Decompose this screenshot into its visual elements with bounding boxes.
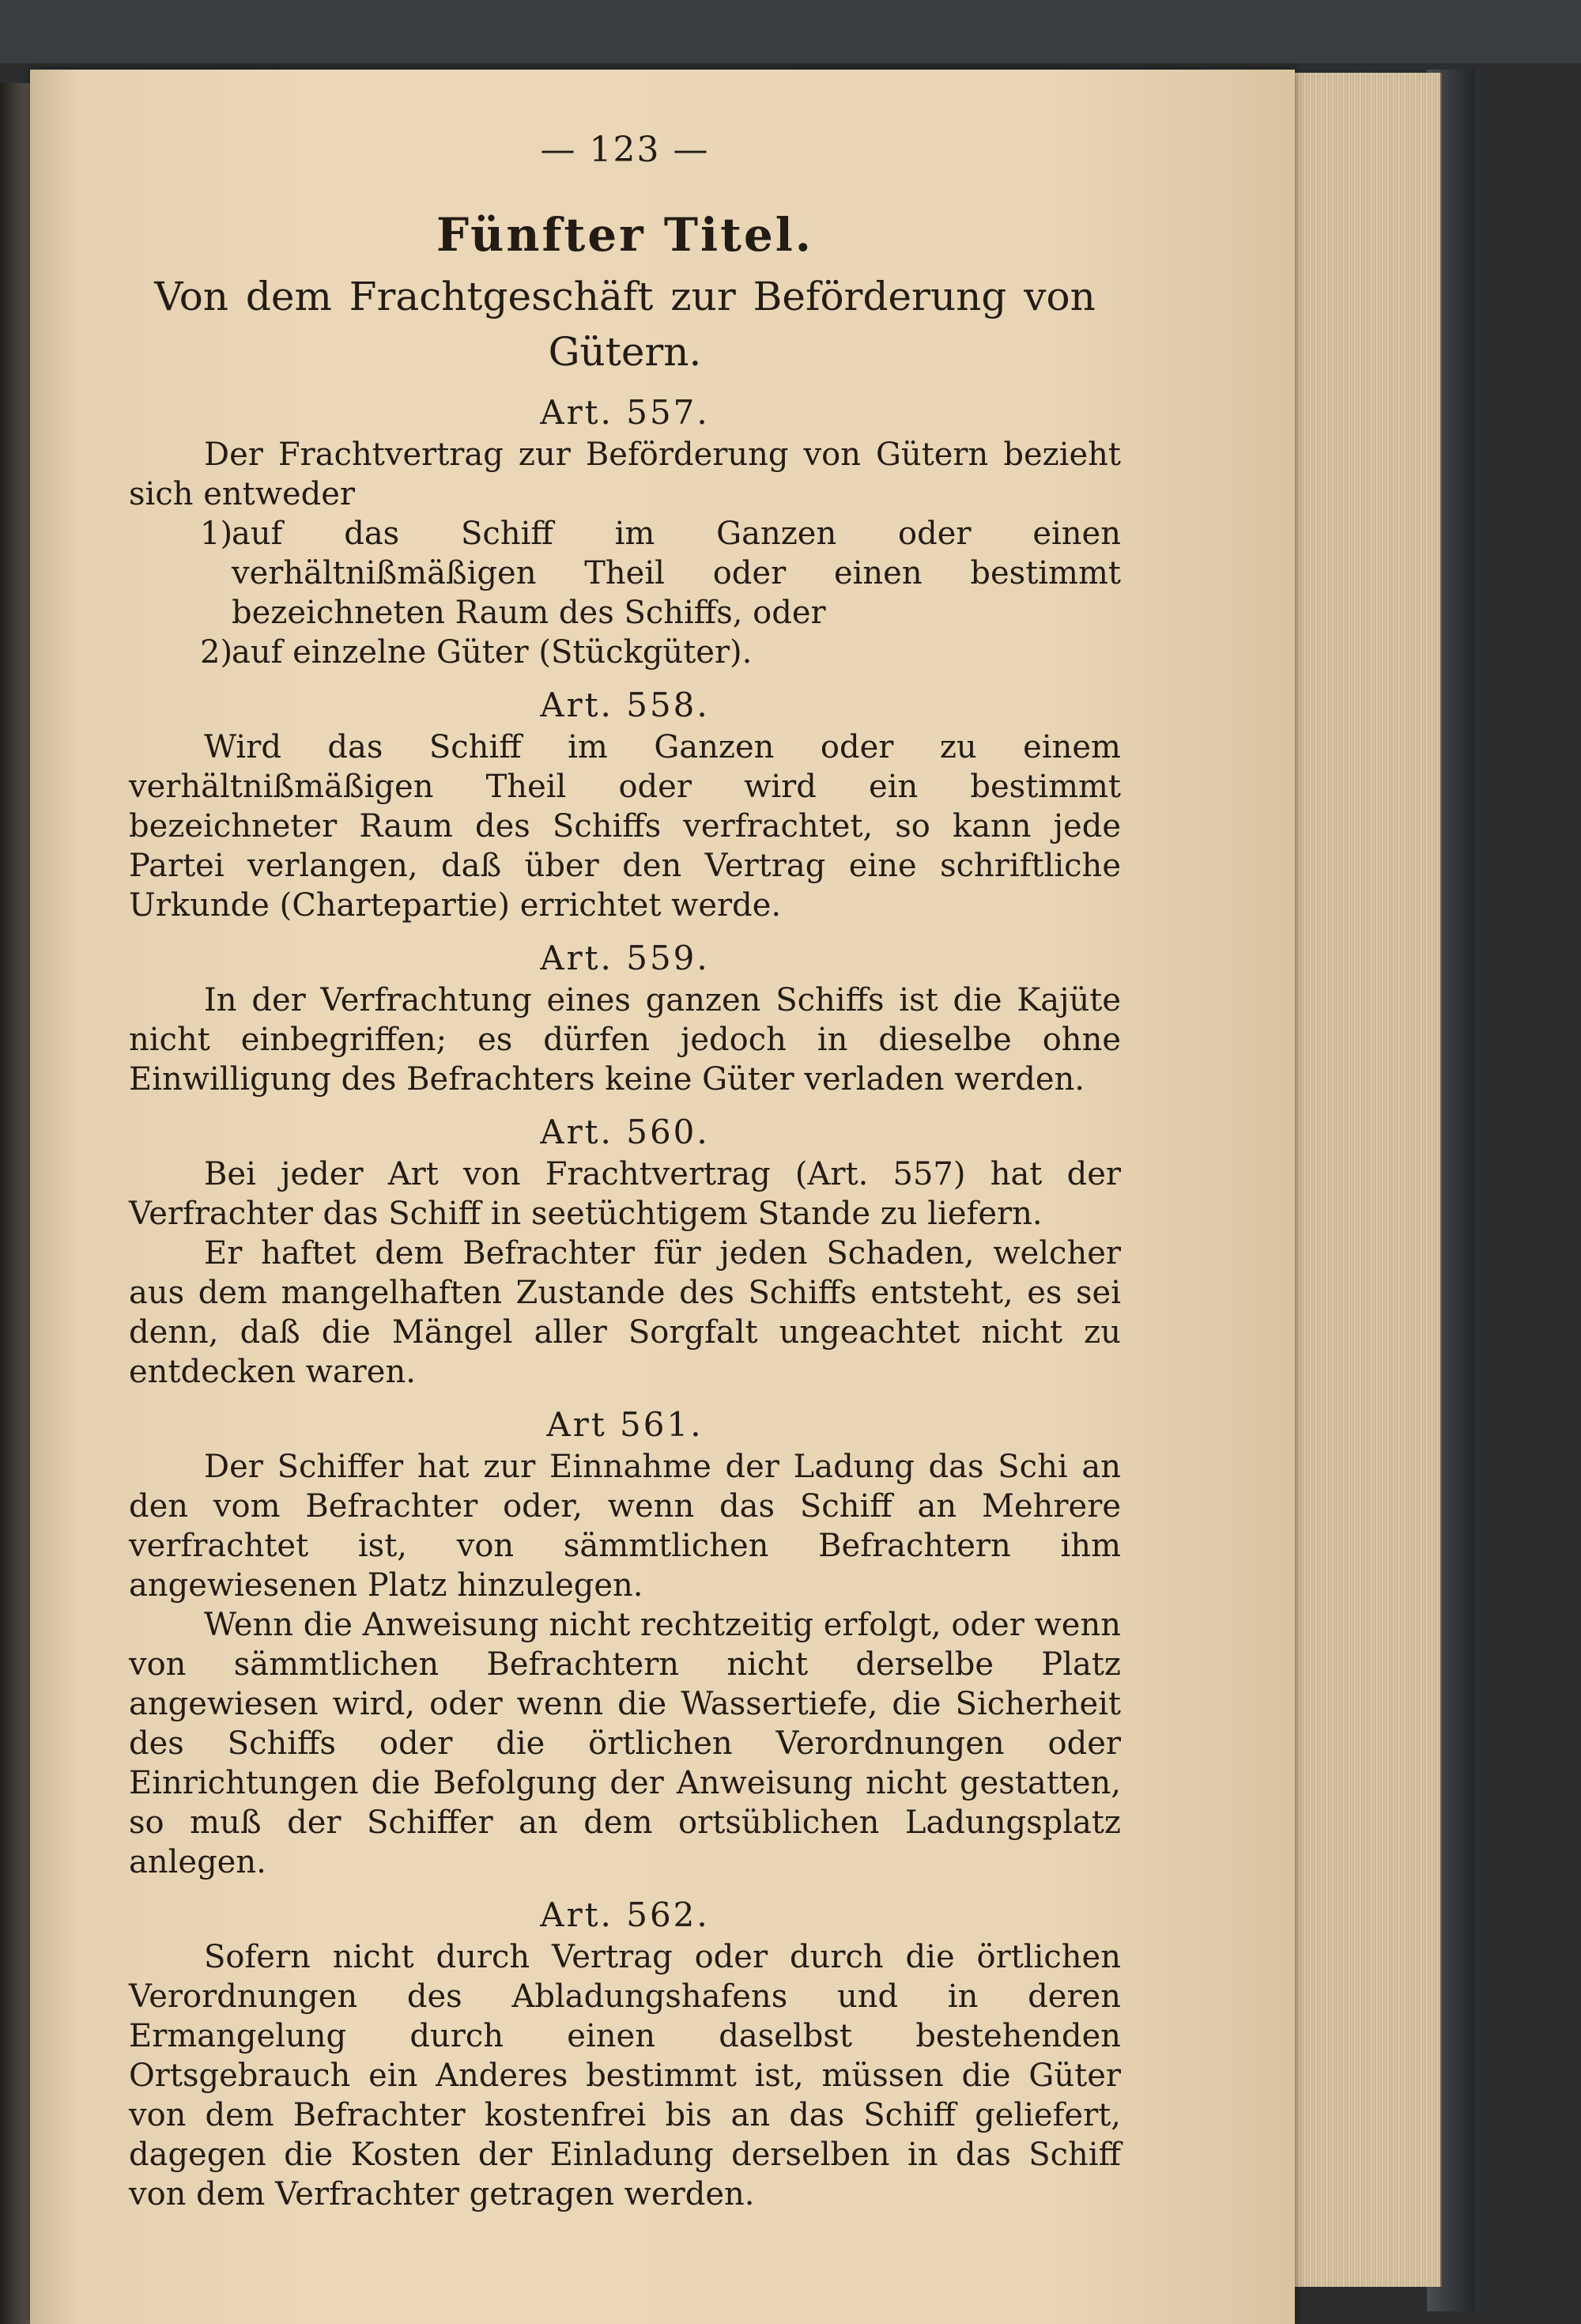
chapter-subtitle: Von dem Frachtgeschäft zur Beförderung von Gütern. <box>154 274 1096 375</box>
article-559-text: In der Verfrachtung eines ganzen Schiffs ist die Kajüte nicht einbegriffen; es dürfen jedoch in dieselbe ohne Einwilligung des Befrachters keine Güter verladen werden. <box>129 982 1121 1098</box>
article-heading-562: Art. 562. <box>540 1895 710 1934</box>
article-heading-559: Art. 559. <box>540 939 710 977</box>
article-heading-560: Art. 560. <box>540 1113 710 1151</box>
page-number: — 123 — <box>540 130 710 170</box>
article-heading-558: Art. 558. <box>540 686 710 724</box>
list-text: auf das Schiff im Ganzen oder einen verhältnißmäßigen Theil oder einen bestimmt bezeichneten Raum des Schiffs, oder <box>232 516 1121 631</box>
page-edges <box>1290 73 1442 2287</box>
article-561-paragraph-2: Wenn die Anweisung nicht rechtzeitig erfolgt, oder wenn von sämmtlichen Befrachtern nicht derselbe Platz angewiesen wird, oder wenn die Wassertiefe, die Sicherheit des Schiffs oder die örtlichen Verordnungen oder Einrichtungen die Befolgung der Anweisung nicht gestatten, so muß der Schiffer an dem ortsüblichen Ladungsplatz anlegen. <box>129 1607 1121 1880</box>
article-560-paragraph-2: Er haftet dem Befrachter für jeden Schaden, welcher aus dem mangelhaften Zustande des Schiffs entsteht, es sei denn, daß die Mängel aller Sorgfalt ungeachtet nicht zu entdecken waren. <box>129 1235 1121 1390</box>
article-heading-557: Art. 557. <box>540 393 710 432</box>
article-557-intro: Der Frachtvertrag zur Beförderung von Gütern bezieht sich entweder <box>129 436 1121 512</box>
list-text: auf einzelne Güter (Stückgüter). <box>232 634 753 671</box>
list-number: 1) <box>200 516 233 552</box>
article-560-paragraph-1: Bei jeder Art von Frachtvertrag (Art. 557) hat der Verfrachter das Schiff in seetüchtigem Stande zu liefern. <box>129 1156 1121 1232</box>
article-heading-561: Art 561. <box>546 1405 704 1444</box>
list-number: 2) <box>200 634 233 671</box>
article-558-text: Wird das Schiff im Ganzen oder zu einem verhältnißmäßigen Theil oder wird ein bestimmt bezeichneter Raum des Schiffs verfrachtet, so kann jede Partei verlangen, daß über den Vertrag eine schriftliche Urkunde (Chartepartie) errichtet werde. <box>129 729 1121 924</box>
chapter-title: Fünfter Titel. <box>436 208 813 262</box>
article-557-item-1 <box>129 514 1121 633</box>
page-content <box>129 127 1121 2214</box>
article-561-paragraph-1: Der Schiffer hat zur Einnahme der Ladung das Schi an den vom Befrachter oder, wenn das Schiff an Mehrere verfrachtet ist, von sämmtlichen Befrachtern ihm angewiesenen Platz hinzulegen. <box>129 1449 1121 1604</box>
article-562-text: Sofern nicht durch Vertrag oder durch die örtlichen Verordnungen des Abladungshafens und in deren Ermangelung durch einen daselbst bestehenden Ortsgebrauch ein Anderes bestimmt ist, müssen die Güter von dem Befrachter kostenfrei bis an das Schiff geliefert, dagegen die Kosten der Einladung derselben in das Schiff von dem Verfrachter getragen werden. <box>129 1939 1121 2213</box>
article-557-item-2 <box>129 633 1121 672</box>
